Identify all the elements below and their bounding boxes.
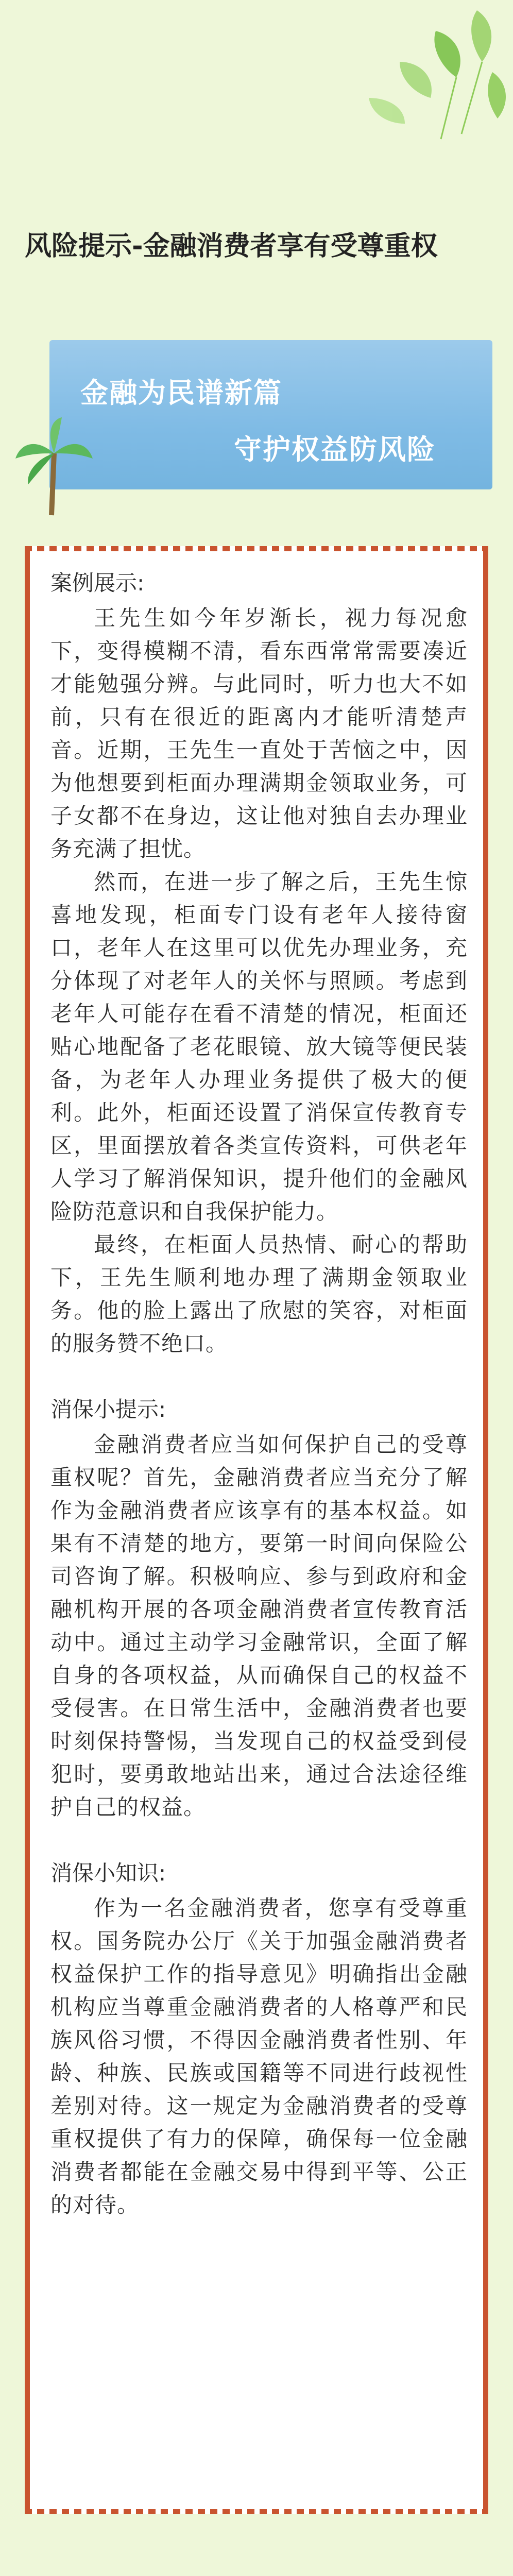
section-heading-case: 案例展示:	[50, 570, 145, 596]
content-card	[25, 546, 488, 2514]
section-heading-knowledge: 消保小知识:	[50, 1860, 166, 1886]
paragraph: 作为一名金融消费者，您享有受尊重权。国务院办公厅《关于加强金融消费者权益保护工作的指导意见》明确指出金融机构应当尊重金融消费者的人格尊严和民族风俗习惯，不得因金融消费者性别、年龄、种族、民族或国籍等不同进行歧视性差别对待。这一规定为金融消费者的受尊重权提供了有力的保障，确保每一位金融消费者都能在金融交易中得到平等、公正的对待。	[50, 1895, 468, 2217]
leaves-decoration-icon	[307, 0, 513, 155]
paragraph: 然而，在进一步了解之后，王先生惊喜地发现，柜面专门设有老年人接待窗口，老年人在这里可以优先办理业务，充分体现了对老年人的关怀与照顾。考虑到老年人可能存在看不清楚的情况，柜面还贴心地配备了老花眼镜、放大镜等便民装备，为老年人办理业务提供了极大的便利。此外，柜面还设置了消保宣传教育专区，里面摆放着各类宣传资料，可供老年人学习了解消保知识，提升他们的金融风险防范意识和自我保护能力。	[50, 869, 468, 1224]
banner-line-1: 金融为民谱新篇	[80, 377, 282, 409]
spacer	[50, 1824, 468, 1857]
page-title: 风险提示-金融消费者享有受尊重权	[25, 231, 438, 262]
paragraph: 最终，在柜面人员热情、耐心的帮助下，王先生顺利地办理了满期金领取业务。他的脸上露出了欣慰的笑容，对柜面的服务赞不绝口。	[50, 1232, 468, 1356]
section-heading-tips: 消保小提示:	[50, 1397, 166, 1422]
banner-line-2: 守护权益防风险	[234, 433, 436, 466]
paragraph: 王先生如今年岁渐长，视力每况愈下，变得模糊不清，看东西常常需要凑近才能勉强分辨。与此同时，听力也大不如前，只有在很近的距离内才能听清楚声音。近期，王先生一直处于苦恼之中，因为他想要到柜面办理满期金领取业务，可子女都不在身边，这让他对独自去办理业务充满了担忧。	[50, 605, 468, 861]
spacer	[50, 1360, 468, 1393]
palm-tree-icon	[15, 417, 93, 520]
banner	[49, 340, 492, 489]
paragraph: 金融消费者应当如何保护自己的受尊重权呢？首先，金融消费者应当充分了解作为金融消费者应该享有的基本权益。如果有不清楚的地方，要第一时间向保险公司咨询了解。积极响应、参与到政府和金融机构开展的各项金融消费者宣传教育活动中。通过主动学习金融常识，全面了解自身的各项权益，从而确保自己的权益不受侵害。在日常生活中，金融消费者也要时刻保持警惕，当发现自己的权益受到侵犯时，要勇敢地站出来，通过合法途径维护自己的权益。	[50, 1432, 468, 1820]
